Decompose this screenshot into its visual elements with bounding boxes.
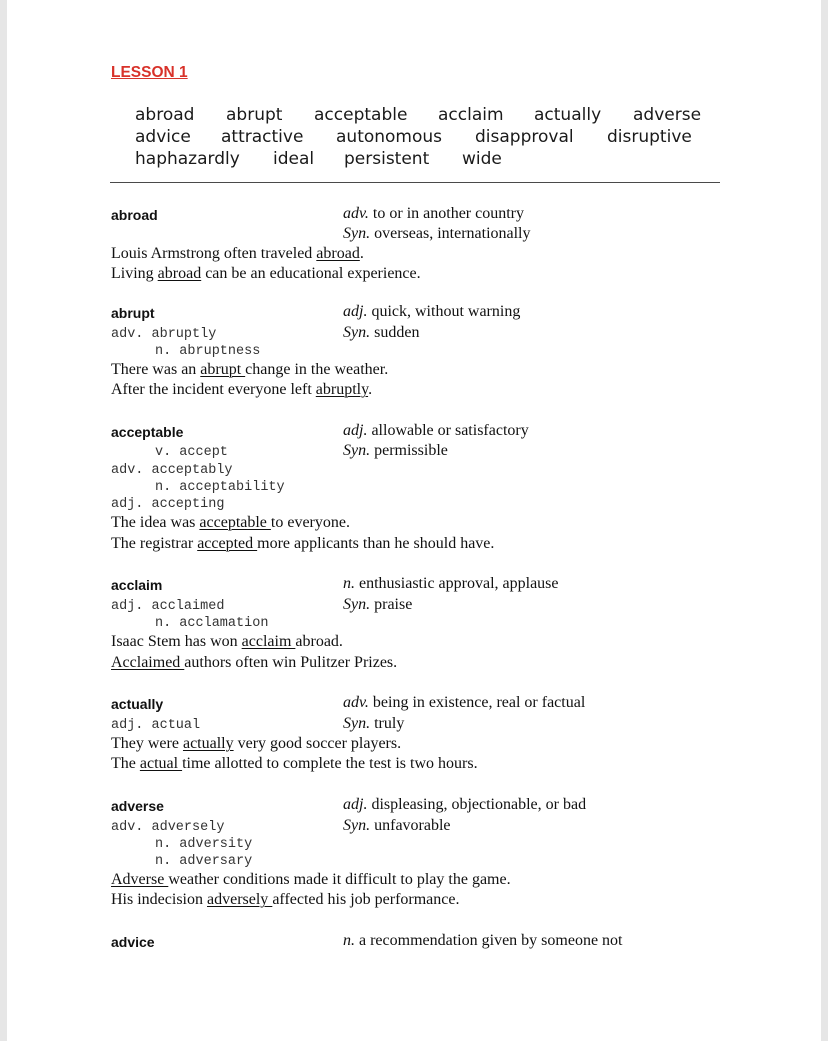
word-list-item: actually — [534, 105, 602, 125]
word-list-item: disapproval — [475, 127, 574, 147]
divider — [110, 182, 720, 183]
example-sentence: The registrar accepted more applicants than he should have. — [111, 535, 495, 552]
word-list-item: autonomous — [336, 127, 443, 147]
word-form: n. acceptability — [155, 480, 285, 495]
word-list-item: disruptive — [607, 127, 692, 147]
entry-word: actually — [111, 696, 164, 712]
example-sentence: There was an abrupt change in the weather. — [111, 361, 389, 378]
document-page — [7, 0, 821, 1041]
example-sentence: The actual time allotted to complete the test is two hours. — [111, 755, 478, 772]
word-list-item: advice — [135, 127, 191, 147]
example-sentence: Louis Armstrong often traveled abroad. — [111, 245, 364, 262]
word-list-item: adverse — [633, 105, 702, 125]
word-list-item: haphazardly — [135, 149, 240, 169]
word-list-item: ideal — [273, 149, 315, 169]
entry-word: abroad — [111, 207, 158, 223]
word-form: n. abruptness — [155, 344, 261, 359]
word-list-item: attractive — [221, 127, 304, 147]
example-sentence: They were actually very good soccer players. — [111, 735, 402, 752]
entry-definition: n. a recommendation given by someone not — [343, 932, 623, 949]
word-list-item: acceptable — [314, 105, 408, 125]
word-form: n. adversary — [155, 854, 253, 869]
entry-synonym: Syn. permissible — [343, 442, 448, 459]
entry-synonym: Syn. truly — [343, 715, 405, 732]
entry-definition: n. enthusiastic approval, applause — [343, 575, 559, 592]
example-sentence: Acclaimed authors often win Pulitzer Prizes. — [111, 654, 398, 671]
entry-word: acclaim — [111, 577, 163, 593]
word-form: adj. accepting — [111, 497, 225, 512]
entry-word: advice — [111, 934, 155, 950]
word-form: adj. acclaimed — [111, 599, 225, 614]
word-list-item: abrupt — [226, 105, 283, 125]
lesson-title: LESSON 1 — [111, 64, 188, 81]
word-form: adv. abruptly — [111, 327, 217, 342]
entry-synonym: Syn. unfavorable — [343, 817, 451, 834]
entry-definition: adv. being in existence, real or factual — [343, 694, 586, 711]
entry-synonym: Syn. sudden — [343, 324, 420, 341]
word-list-item: persistent — [344, 149, 430, 169]
word-form: adj. actual — [111, 718, 201, 733]
entry-definition: adj. displeasing, objectionable, or bad — [343, 796, 587, 813]
entry-word: abrupt — [111, 305, 155, 321]
word-form: n. adversity — [155, 837, 253, 852]
word-list-item: wide — [462, 149, 502, 169]
example-sentence: After the incident everyone left abruptly. — [111, 381, 373, 398]
word-form: n. acclamation — [155, 616, 269, 631]
word-list-item: abroad — [135, 105, 195, 125]
word-list-item: acclaim — [438, 105, 504, 125]
example-sentence: His indecision adversely affected his job performance. — [111, 891, 460, 908]
entry-definition: adj. quick, without warning — [343, 303, 521, 320]
example-sentence: The idea was acceptable to everyone. — [111, 514, 350, 531]
word-form: adv. acceptably — [111, 463, 233, 478]
word-form: v. accept — [155, 445, 228, 460]
entry-definition: adj. allowable or satisfactory — [343, 422, 529, 439]
word-form: adv. adversely — [111, 820, 225, 835]
example-sentence: Isaac Stem has won acclaim abroad. — [111, 633, 343, 650]
entry-synonym: Syn. overseas, internationally — [343, 225, 531, 242]
example-sentence: Living abroad can be an educational experience. — [111, 265, 421, 282]
entry-word: adverse — [111, 798, 164, 814]
example-sentence: Adverse weather conditions made it difficult to play the game. — [111, 871, 511, 888]
entry-synonym: Syn. praise — [343, 596, 413, 613]
entry-definition: adv. to or in another country — [343, 205, 524, 222]
entry-word: acceptable — [111, 424, 184, 440]
